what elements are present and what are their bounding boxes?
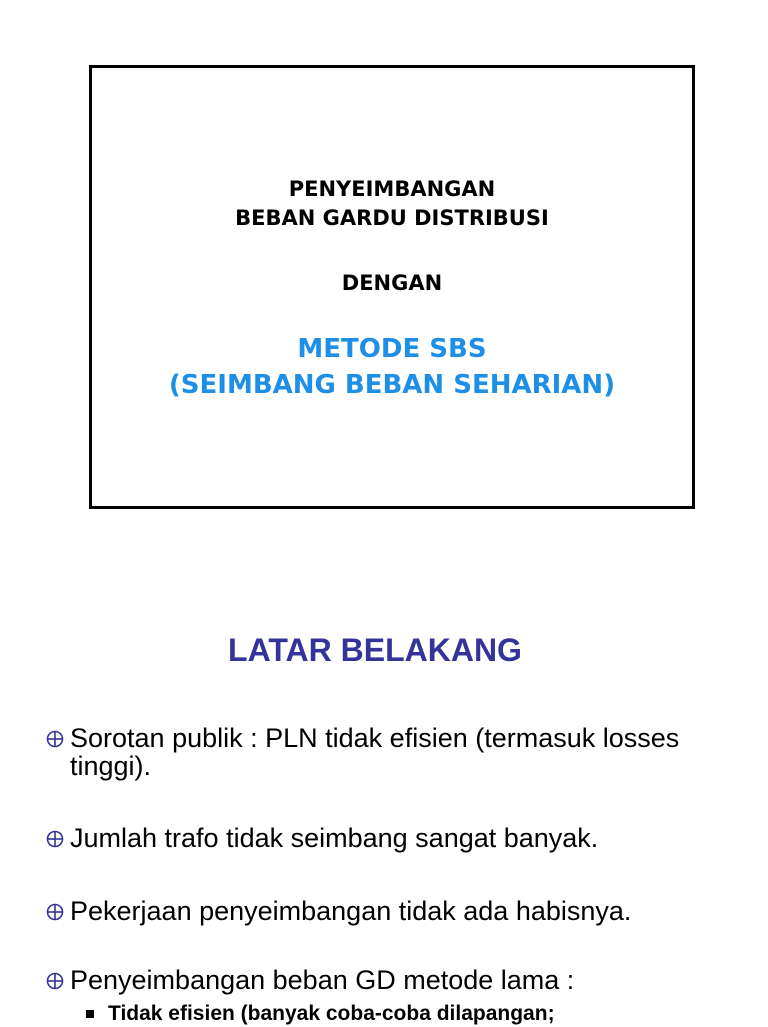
square-bullet-icon — [86, 1010, 94, 1018]
title-box — [89, 65, 695, 509]
bullet-text: Pekerjaan penyeimbangan tidak ada habisnya. — [70, 896, 632, 926]
bullet-text: Sorotan publik : PLN tidak efisien (termasuk losses tinggi). — [70, 723, 680, 781]
title-line-1: PENYEIMBANGAN — [288, 177, 496, 201]
bullet-item — [46, 824, 746, 853]
sub-bullet-item — [86, 1001, 555, 1027]
connector-text: DENGAN — [341, 271, 443, 295]
circle-plus-icon — [46, 730, 70, 753]
subtitle-line-2: (SEIMBANG BEBAN SEHARIAN) — [168, 370, 616, 400]
bullet-item — [46, 897, 746, 926]
title-block — [92, 175, 692, 233]
sub-bullet-text: Tidak efisien (banyak coba-coba dilapangan; — [108, 1002, 555, 1025]
section-heading: LATAR BELAKANG — [228, 632, 522, 668]
bullet-item — [46, 724, 746, 780]
bullet-item — [46, 966, 746, 995]
title-line-2: BEBAN GARDU DISTRIBUSI — [235, 206, 549, 230]
bullet-text: Jumlah trafo tidak seimbang sangat banyak. — [70, 823, 599, 853]
circle-plus-icon — [46, 903, 70, 926]
subtitle-line-1: METODE SBS — [297, 334, 487, 364]
subtitle-block — [92, 331, 692, 403]
circle-plus-icon — [46, 830, 70, 853]
bullet-text: Penyeimbangan beban GD metode lama : — [70, 965, 575, 995]
circle-plus-icon — [46, 972, 70, 995]
